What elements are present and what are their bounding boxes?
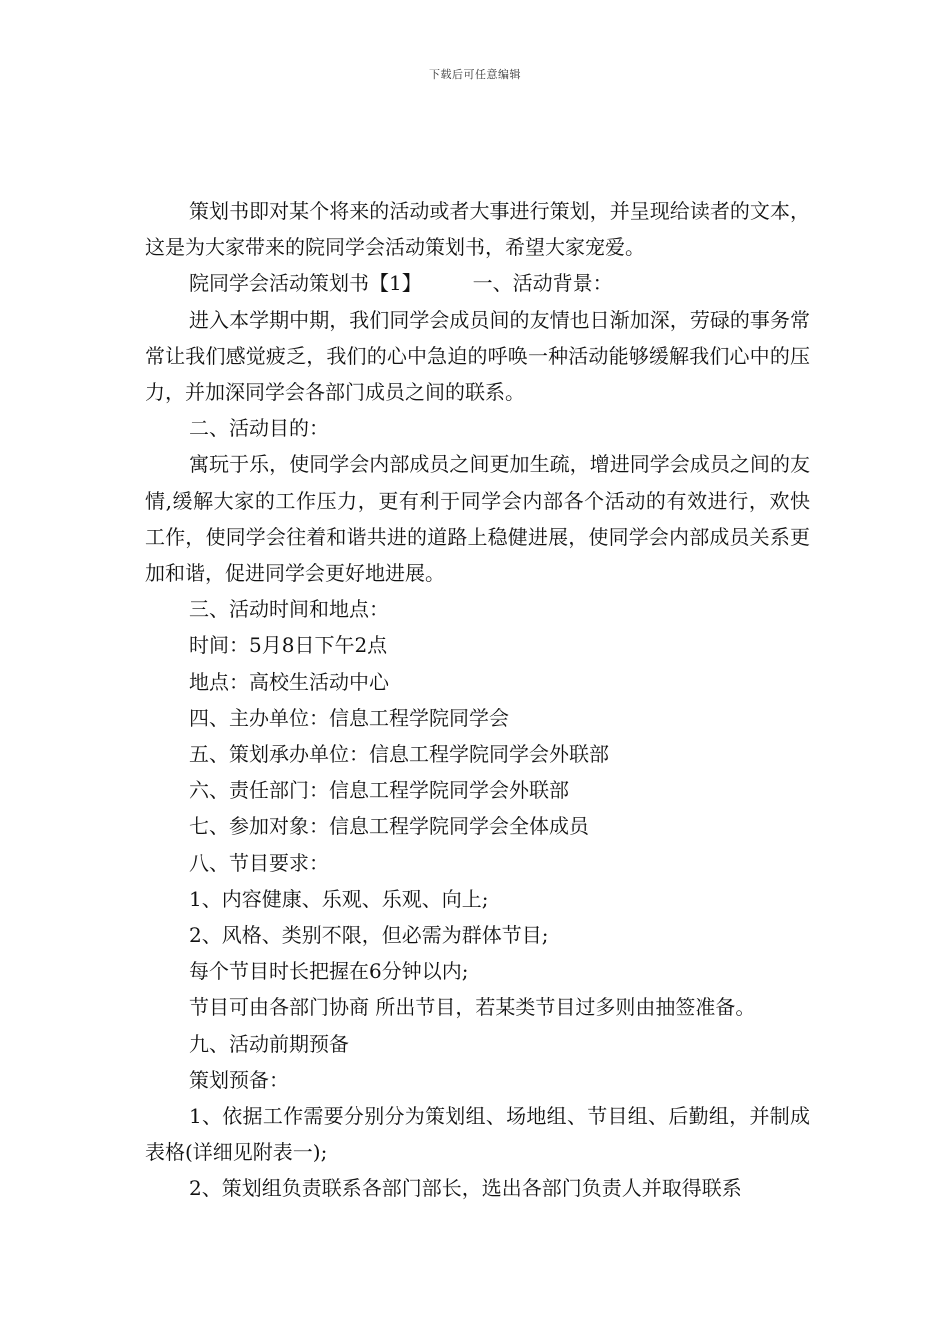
paragraph-place: 地点：高校生活动中心 bbox=[189, 669, 389, 694]
paragraph-responsible: 六、责任部门：信息工程学院同学会外联部 bbox=[189, 778, 569, 803]
list-item-preparation-2: 2、策划组负责联系各部门部长，选出各部门负责人并取得联系 bbox=[189, 1176, 742, 1201]
paragraph-organizer: 五、策划承办单位：信息工程学院同学会外联部 bbox=[189, 742, 609, 767]
paragraph-purpose: 寓玩于乐，使同学会内部成员之间更加生疏，增进同学会成员之间的友情,缓解大家的工作压力，更有利于同学会内部各个活动的有效进行，欢快工作，使同学会往着和谐共进的道路上稳健进展，使同学会内部成员关系更加和谐，促进同学会更好地进展。 bbox=[145, 452, 810, 586]
list-item-requirement-1: 1、内容健康、乐观、乐观、向上; bbox=[189, 886, 489, 911]
paragraph-background: 进入本学期中期，我们同学会成员间的友情也日渐加深，劳碌的事务常常让我们感觉疲乏，我们的心中急迫的呼唤一种活动能够缓解我们心中的压力，并加深同学会各部门成员之间的联系。 bbox=[145, 307, 810, 405]
list-item-requirement-4: 节目可由各部门协商 所出节目，若某类节目过多则由抽签准备。 bbox=[189, 995, 756, 1020]
paragraph-time: 时间：5月8日下午2点 bbox=[189, 633, 388, 658]
heading-program-requirements: 八、节目要求： bbox=[189, 850, 329, 875]
list-item-requirement-3: 每个节目时长把握在6分钟以内; bbox=[189, 959, 469, 984]
document-body bbox=[145, 193, 810, 1207]
list-item-preparation-1: 1、依据工作需要分别分为策划组、场地组、节目组、后勤组，并制成表格(详细见附表一); bbox=[145, 1104, 810, 1165]
paragraph-participants: 七、参加对象：信息工程学院同学会全体成员 bbox=[189, 814, 589, 839]
page-header: 下载后可任意编辑 bbox=[429, 68, 521, 81]
paragraph-intro: 策划书即对某个将来的活动或者大事进行策划，并呈现给读者的文本，这是为大家带来的院同学会活动策划书，希望大家宠爱。 bbox=[145, 199, 810, 260]
list-item-requirement-2: 2、风格、类别不限，但必需为群体节目; bbox=[189, 923, 549, 948]
heading-purpose: 二、活动目的： bbox=[189, 416, 329, 441]
paragraph-host: 四、主办单位：信息工程学院同学会 bbox=[189, 705, 509, 730]
paragraph-title-background: 院同学会活动策划书【1】 一、活动背景： bbox=[189, 271, 613, 296]
heading-time-place: 三、活动时间和地点： bbox=[189, 597, 389, 622]
heading-preparation: 九、活动前期预备 bbox=[189, 1031, 349, 1056]
subheading-planning-preparation: 策划预备： bbox=[189, 1067, 289, 1092]
